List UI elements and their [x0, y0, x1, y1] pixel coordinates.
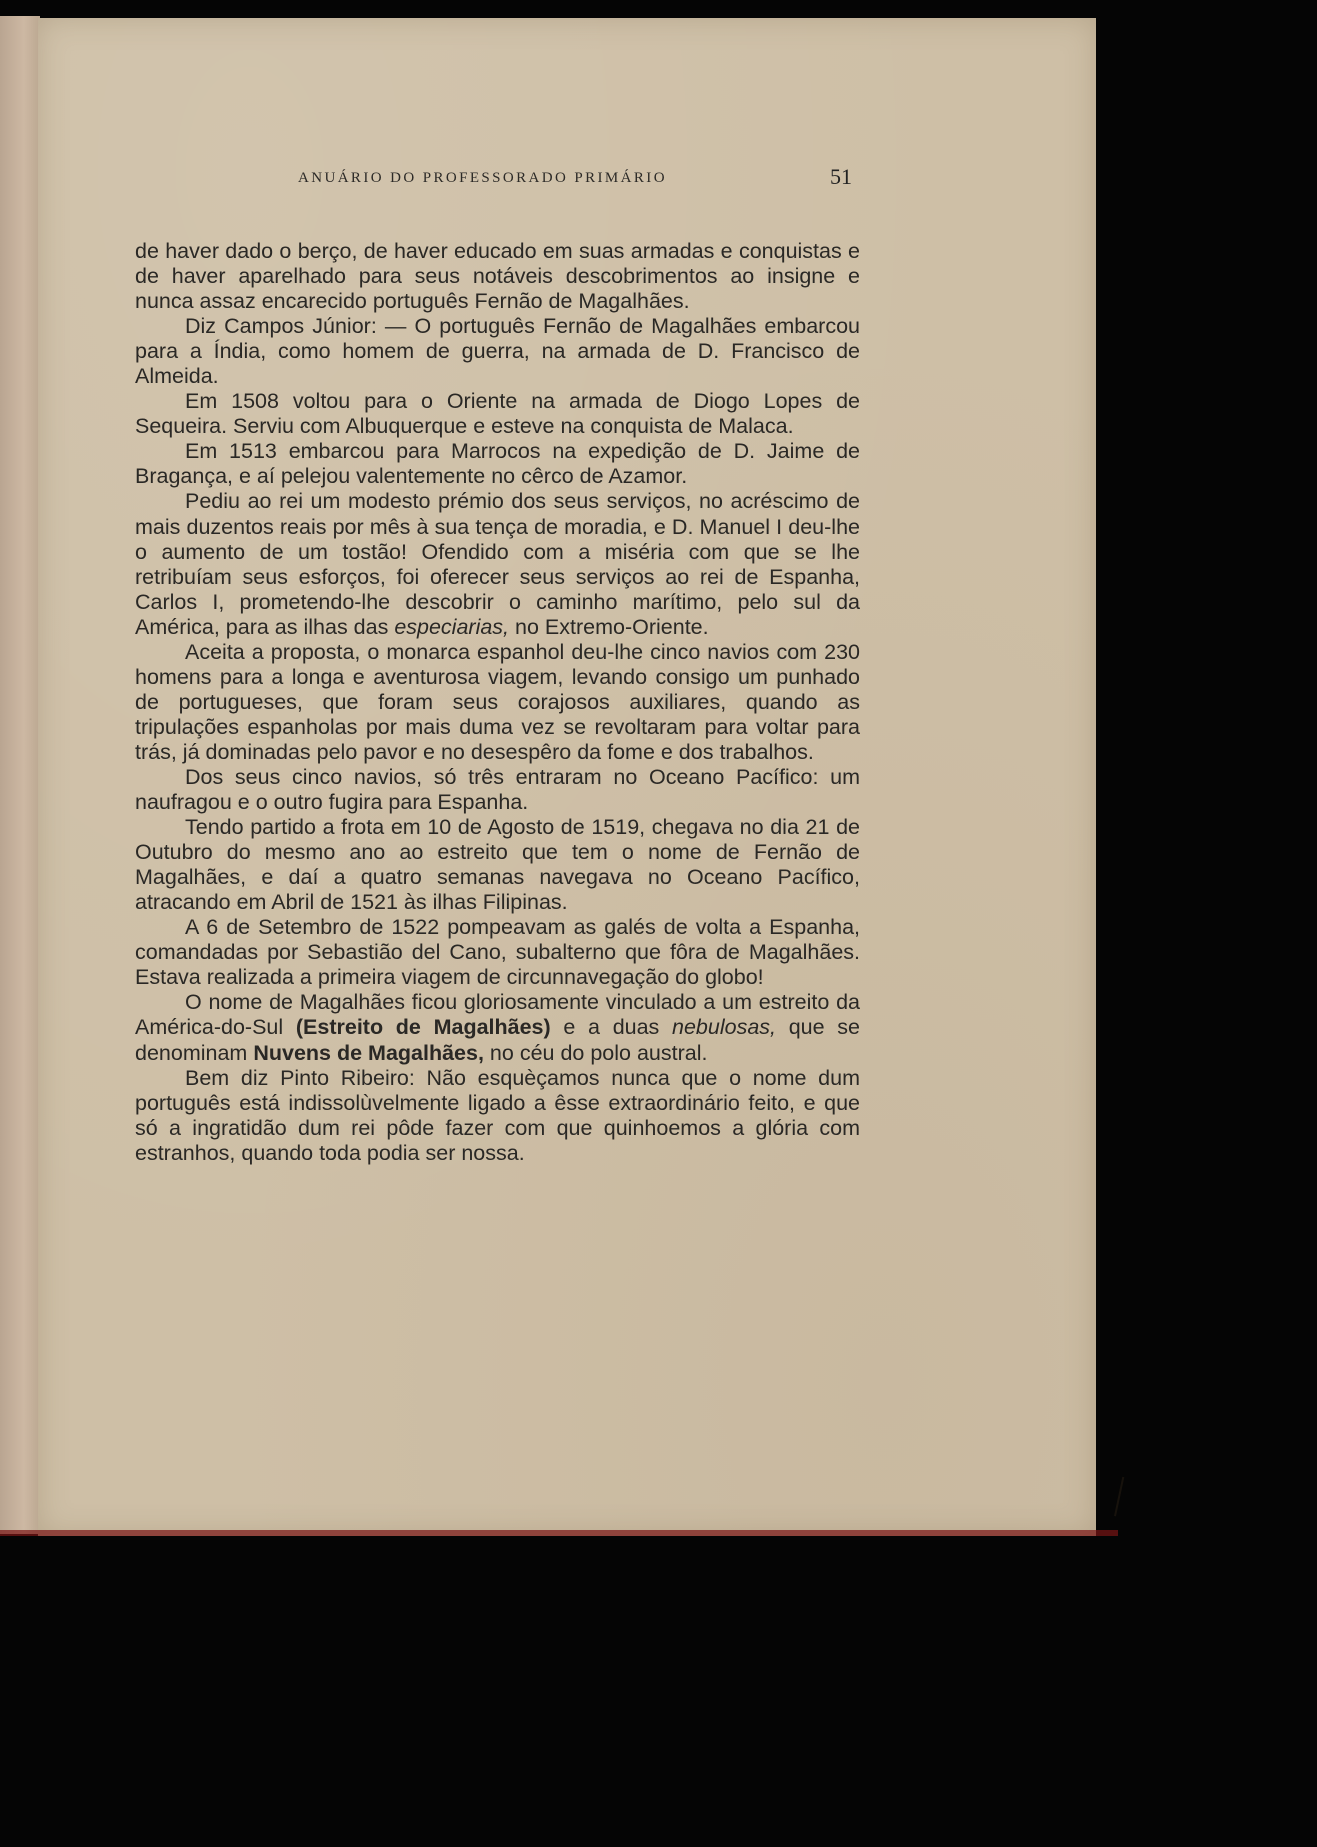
paragraph	[135, 815, 860, 915]
running-title: ANUÁRIO DO PROFESSORADO PRIMÁRIO	[298, 170, 667, 186]
paragraph	[135, 239, 860, 314]
text-italic: nebulosas,	[672, 1015, 777, 1040]
paragraph	[135, 990, 860, 1065]
paragraph	[135, 389, 860, 439]
text-run: no Extremo-Oriente.	[509, 614, 709, 639]
page-edge	[0, 16, 40, 1534]
text-run: Em 1508 voltou para o Oriente na armada de Diogo Lopes de Sequeira. Serviu com Albuquerque e esteve na conquista de Malaca.	[135, 389, 860, 439]
text-run: O nome de Magalhães ficou gloriosamente vinculado a um estreito da América-do-Sul	[135, 990, 860, 1040]
text-run: Bem diz Pinto Ribeiro: Não esquèçamos nunca que o nome dum português está indissolùvelmente ligado a êsse extraordinário feito, e que só a ingratidão dum rei pôde fazer com que quinhoemos a glória com estranhos, quando toda podia ser nossa.	[135, 1065, 860, 1165]
text-run: e a duas	[550, 1015, 673, 1040]
book-page	[38, 18, 1096, 1536]
text-run: Tendo partido a frota em 10 de Agosto de 1519, chegava no dia 21 de Outubro do mesmo ano ao estreito que tem o nome de Fernão de Magalhães, e daí a quatro semanas navegava no Oceano Pacífico, atracando em Abril de 1521 às ilhas Filipinas.	[135, 815, 860, 915]
text-bold: Nuvens de Magalhães,	[253, 1040, 484, 1065]
paragraph	[135, 1066, 860, 1166]
text-run: que se denominam	[135, 1015, 860, 1065]
paragraph	[135, 314, 860, 389]
text-italic: especiarias,	[394, 614, 510, 639]
text-bold: (Estreito de Magalhães)	[295, 1015, 551, 1040]
paragraph	[135, 915, 860, 990]
page-bottom-edge	[0, 1530, 1118, 1536]
body-text	[135, 239, 860, 1166]
running-head	[38, 164, 1096, 194]
paragraph	[135, 489, 860, 639]
page-number: 51	[830, 164, 852, 189]
paragraph	[135, 765, 860, 815]
text-run: Em 1513 embarcou para Marrocos na expedição de D. Jaime de Bragança, e aí pelejou valentemente no cêrco de Azamor.	[135, 439, 860, 489]
text-run: no céu do polo austral.	[483, 1040, 708, 1065]
text-run: de haver dado o berço, de haver educado em suas armadas e conquistas e de haver aparelhado para seus notáveis descobrimentos ao insigne e nunca assaz encarecido português Fernão de Magalhães.	[135, 239, 860, 314]
paragraph	[135, 640, 860, 765]
paper-crease	[1114, 1477, 1138, 1519]
text-run: Pediu ao rei um modesto prémio dos seus serviços, no acréscimo de mais duzentos reais por mês à sua tença de moradia, e D. Manuel I deu-lhe o aumento de um tostão! Ofendido com a miséria com que se lhe retribuíam seus esforços, foi oferecer seus serviços ao rei de Espanha, Carlos I, prometendo-lhe descobrir o caminho marítimo, pelo sul da América, para as ilhas das	[135, 489, 860, 639]
text-run: Diz Campos Júnior: — O português Fernão de Magalhães embarcou para a Índia, como homem de guerra, na armada de D. Francisco de Almeida.	[135, 314, 860, 389]
text-run: Aceita a proposta, o monarca espanhol deu-lhe cinco navios com 230 homens para a longa e aventurosa viagem, levando consigo um punhado de portugueses, que foram seus corajosos auxiliares, quando as tripulações espanholas por mais duma vez se revoltaram para voltar para trás, já dominadas pelo pavor e no desespêro da fome e dos trabalhos.	[135, 639, 860, 764]
text-run: Dos seus cinco navios, só três entraram no Oceano Pacífico: um naufragou e o outro fugira para Espanha.	[135, 764, 860, 815]
text-run: A 6 de Setembro de 1522 pompeavam as galés de volta a Espanha, comandadas por Sebastião del Cano, subalterno que fôra de Magalhães. Estava realizada a primeira viagem de circunnavegação do globo!	[135, 915, 860, 990]
paragraph	[135, 439, 860, 489]
